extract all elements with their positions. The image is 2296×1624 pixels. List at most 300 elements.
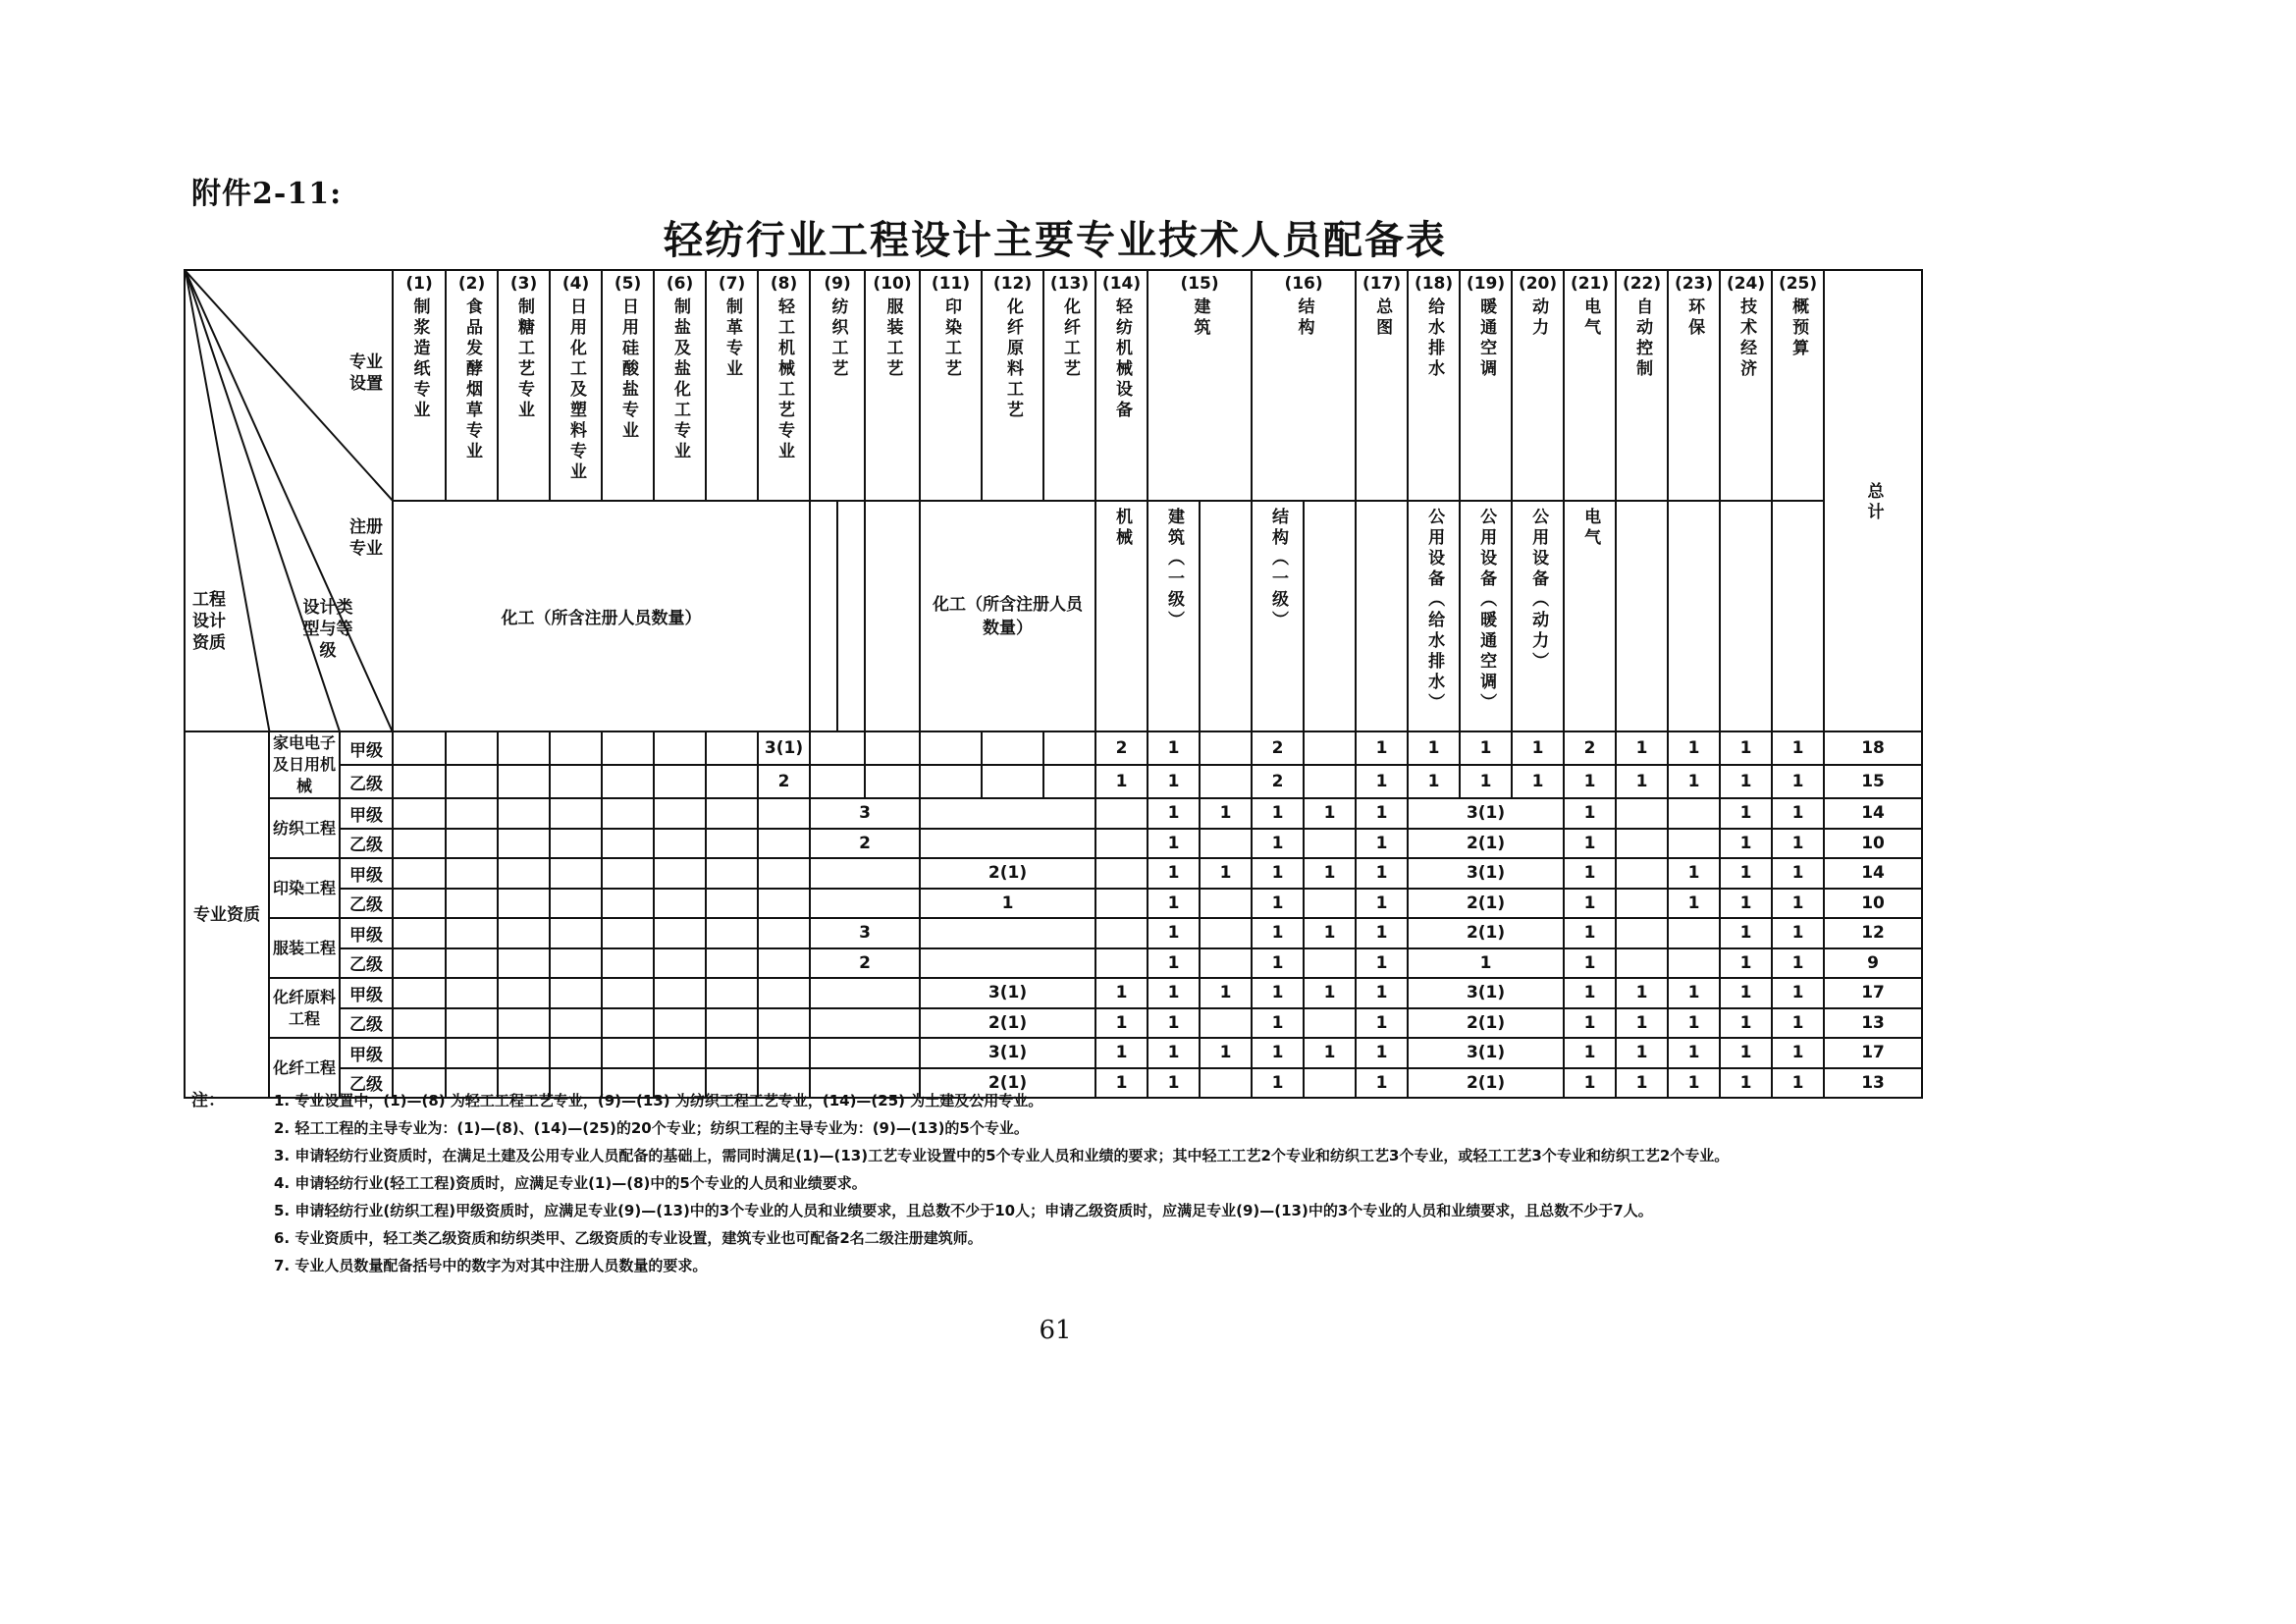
column-header-21: (21) 电气 <box>1564 270 1616 501</box>
data-cell: 1 <box>1720 948 1772 979</box>
total-cell: 10 <box>1824 829 1922 859</box>
data-cell <box>758 889 810 919</box>
data-cell <box>1200 918 1252 948</box>
data-cell: 1 <box>1720 829 1772 859</box>
registered-chemical-2: 化工（所含注册人员数量） <box>920 501 1095 731</box>
data-cell: 2 <box>758 765 810 798</box>
data-cell: 1 <box>1148 798 1200 829</box>
design-type-name: 服装工程 <box>269 918 340 978</box>
table-row <box>185 765 1922 798</box>
data-cell: 1 <box>1095 1008 1148 1039</box>
corner-major-setting: 专业设置 <box>349 352 383 394</box>
data-cell: 3 <box>810 918 920 948</box>
data-cell <box>550 918 602 948</box>
data-cell <box>654 798 706 829</box>
data-cell <box>498 731 550 765</box>
data-cell <box>550 1008 602 1039</box>
data-cell: 1 <box>1772 1038 1824 1068</box>
data-cell <box>758 948 810 979</box>
registered-empty-25 <box>1772 501 1824 731</box>
data-cell <box>550 1038 602 1068</box>
data-cell: 3(1) <box>758 731 810 765</box>
data-cell <box>1095 858 1148 889</box>
data-cell: 1 <box>1720 731 1772 765</box>
corner-registered-major: 注册专业 <box>349 517 383 559</box>
total-cell: 13 <box>1824 1008 1922 1039</box>
data-cell <box>602 731 654 765</box>
column-header-7: (7) 制革专业 <box>706 270 758 501</box>
grade-label: 乙级 <box>340 829 393 859</box>
data-cell <box>393 918 446 948</box>
data-cell <box>550 858 602 889</box>
data-cell <box>550 765 602 798</box>
grade-label: 甲级 <box>340 978 393 1008</box>
total-cell: 18 <box>1824 731 1922 765</box>
column-header-16: (16) 结构 <box>1252 270 1356 501</box>
data-cell: 1 <box>1304 978 1356 1008</box>
data-cell: 2(1) <box>1408 1068 1564 1099</box>
data-cell: 3(1) <box>920 1038 1095 1068</box>
data-cell: 1 <box>1720 765 1772 798</box>
data-cell <box>654 978 706 1008</box>
registered-empty-10 <box>865 501 920 731</box>
data-cell: 1 <box>1252 829 1304 859</box>
data-cell <box>654 948 706 979</box>
data-cell: 1 <box>1356 798 1408 829</box>
data-cell <box>446 978 498 1008</box>
data-cell <box>550 978 602 1008</box>
column-header-24: (24) 技术经济 <box>1720 270 1772 501</box>
data-cell: 1 <box>1148 948 1200 979</box>
total-cell: 14 <box>1824 858 1922 889</box>
column-header-3: (3) 制糖工艺专业 <box>498 270 550 501</box>
column-header-19: (19) 暖通空调 <box>1460 270 1512 501</box>
table-row <box>185 829 1922 859</box>
column-header-5: (5) 日用硅酸盐专业 <box>602 270 654 501</box>
data-cell <box>550 948 602 979</box>
column-header-8: (8) 轻工机械工艺专业 <box>758 270 810 501</box>
data-cell <box>654 765 706 798</box>
data-cell: 3(1) <box>1408 858 1564 889</box>
data-cell <box>446 889 498 919</box>
data-cell <box>1616 858 1668 889</box>
data-cell: 1 <box>1564 1068 1616 1099</box>
data-cell <box>706 765 758 798</box>
page-title: 轻纺行业工程设计主要专业技术人员配备表 <box>664 218 1447 263</box>
data-cell: 2(1) <box>1408 918 1564 948</box>
data-cell: 1 <box>1720 918 1772 948</box>
grade-label: 甲级 <box>340 798 393 829</box>
data-cell <box>1200 948 1252 979</box>
data-cell: 1 <box>1772 1008 1824 1039</box>
data-cell <box>810 858 920 889</box>
data-cell <box>1200 731 1252 765</box>
data-cell: 1 <box>1460 731 1512 765</box>
data-cell <box>982 731 1043 765</box>
column-header-15: (15) 建筑 <box>1148 270 1252 501</box>
data-cell: 1 <box>1512 765 1564 798</box>
data-cell: 1 <box>1200 978 1252 1008</box>
data-cell: 1 <box>1616 765 1668 798</box>
data-cell <box>654 858 706 889</box>
data-cell: 1 <box>1356 731 1408 765</box>
total-cell: 10 <box>1824 889 1922 919</box>
data-cell <box>706 1008 758 1039</box>
data-cell <box>446 948 498 979</box>
data-cell <box>1095 948 1148 979</box>
total-cell: 15 <box>1824 765 1922 798</box>
data-cell: 1 <box>1772 889 1824 919</box>
data-cell <box>758 1008 810 1039</box>
data-cell <box>1095 798 1148 829</box>
data-cell: 1 <box>1148 731 1200 765</box>
grade-label: 乙级 <box>340 889 393 919</box>
data-cell <box>654 731 706 765</box>
data-cell: 1 <box>1356 829 1408 859</box>
data-cell: 1 <box>1148 1068 1200 1099</box>
notes-label: 注： <box>191 1091 225 1110</box>
data-cell <box>758 829 810 859</box>
data-cell: 1 <box>1564 918 1616 948</box>
total-cell: 14 <box>1824 798 1922 829</box>
registered-empty-9b <box>837 501 865 731</box>
data-cell: 1 <box>1772 765 1824 798</box>
data-cell <box>498 1038 550 1068</box>
data-cell: 1 <box>1356 889 1408 919</box>
table-row <box>185 858 1922 889</box>
data-cell <box>446 1038 498 1068</box>
data-cell <box>1616 948 1668 979</box>
data-cell: 1 <box>1772 918 1824 948</box>
data-cell <box>446 731 498 765</box>
corner-design-type: 设计类型与等级 <box>302 598 353 661</box>
data-cell <box>446 918 498 948</box>
data-cell <box>810 1038 920 1068</box>
data-cell: 1 <box>1720 798 1772 829</box>
data-cell <box>810 889 920 919</box>
data-cell <box>810 1008 920 1039</box>
data-cell: 1 <box>1720 1038 1772 1068</box>
data-cell <box>602 798 654 829</box>
data-cell: 1 <box>1200 858 1252 889</box>
data-cell <box>393 1038 446 1068</box>
data-cell: 1 <box>1148 829 1200 859</box>
data-cell <box>654 1038 706 1068</box>
data-cell: 3(1) <box>1408 798 1564 829</box>
column-header-1: (1) 制浆造纸专业 <box>393 270 446 501</box>
data-cell: 2 <box>1564 731 1616 765</box>
data-cell: 2(1) <box>920 858 1095 889</box>
corner-diagonals <box>186 271 393 731</box>
data-cell: 1 <box>1356 765 1408 798</box>
data-cell: 1 <box>1408 731 1460 765</box>
data-cell: 1 <box>1564 889 1616 919</box>
design-type-name: 纺织工程 <box>269 798 340 858</box>
table-row <box>185 798 1922 829</box>
table-row <box>185 978 1922 1008</box>
data-cell <box>1616 889 1668 919</box>
data-cell: 1 <box>1356 978 1408 1008</box>
column-header-18: (18) 给水排水 <box>1408 270 1460 501</box>
data-cell: 1 <box>1252 889 1304 919</box>
data-cell <box>706 858 758 889</box>
data-cell: 1 <box>1512 731 1564 765</box>
data-cell <box>393 798 446 829</box>
data-cell: 1 <box>1095 978 1148 1008</box>
data-cell: 1 <box>1668 1038 1720 1068</box>
data-cell: 3(1) <box>1408 1038 1564 1068</box>
data-cell: 1 <box>1252 918 1304 948</box>
total-cell: 9 <box>1824 948 1922 979</box>
data-cell <box>602 765 654 798</box>
data-cell <box>550 829 602 859</box>
total-cell: 12 <box>1824 918 1922 948</box>
data-cell: 1 <box>1720 978 1772 1008</box>
data-cell <box>602 1038 654 1068</box>
data-cell <box>920 948 1095 979</box>
registered-empty-22 <box>1616 501 1668 731</box>
data-cell: 1 <box>1252 1038 1304 1068</box>
table-row <box>185 948 1922 979</box>
data-cell: 2 <box>1095 731 1148 765</box>
column-header-6: (6) 制盐及盐化工专业 <box>654 270 706 501</box>
data-cell <box>498 829 550 859</box>
data-cell <box>1200 1008 1252 1039</box>
data-cell <box>446 798 498 829</box>
column-header-23: (23) 环保 <box>1668 270 1720 501</box>
data-cell: 1 <box>1148 1038 1200 1068</box>
data-cell: 1 <box>1148 918 1200 948</box>
data-cell: 1 <box>1668 889 1720 919</box>
data-cell <box>550 889 602 919</box>
data-cell: 1 <box>1252 978 1304 1008</box>
data-cell: 1 <box>1616 1008 1668 1039</box>
grade-label: 乙级 <box>340 948 393 979</box>
data-cell: 1 <box>1408 948 1564 979</box>
table-row <box>185 918 1922 948</box>
data-cell: 1 <box>1304 918 1356 948</box>
data-cell: 1 <box>1564 765 1616 798</box>
data-cell <box>706 918 758 948</box>
registered-empty-9a <box>810 501 837 731</box>
data-cell <box>654 918 706 948</box>
data-cell <box>393 1008 446 1039</box>
data-cell: 1 <box>1200 1038 1252 1068</box>
data-cell: 1 <box>1720 889 1772 919</box>
data-cell <box>758 978 810 1008</box>
data-cell <box>1668 918 1720 948</box>
registered-empty-15b <box>1200 501 1252 731</box>
data-cell: 1 <box>1616 978 1668 1008</box>
data-cell: 1 <box>1252 948 1304 979</box>
data-cell <box>706 978 758 1008</box>
grade-label: 甲级 <box>340 858 393 889</box>
data-cell <box>706 829 758 859</box>
data-cell <box>758 858 810 889</box>
data-cell: 1 <box>1095 1068 1148 1099</box>
column-header-25: (25) 概预算 <box>1772 270 1824 501</box>
data-cell: 1 <box>1564 978 1616 1008</box>
total-cell: 13 <box>1824 1068 1922 1099</box>
data-cell <box>758 798 810 829</box>
data-cell: 1 <box>1200 798 1252 829</box>
data-cell: 2(1) <box>1408 829 1564 859</box>
data-cell <box>602 858 654 889</box>
design-type-name: 化纤原料工程 <box>269 978 340 1038</box>
data-cell: 1 <box>1772 1068 1824 1099</box>
data-cell <box>1200 889 1252 919</box>
data-cell: 1 <box>920 889 1095 919</box>
data-cell <box>706 948 758 979</box>
data-cell: 1 <box>1356 1068 1408 1099</box>
data-cell <box>550 798 602 829</box>
data-cell: 1 <box>1356 1008 1408 1039</box>
data-cell <box>498 918 550 948</box>
data-cell <box>446 765 498 798</box>
data-cell: 3(1) <box>1408 978 1564 1008</box>
data-cell <box>446 1008 498 1039</box>
data-cell: 2 <box>1252 765 1304 798</box>
data-cell <box>1616 798 1668 829</box>
header-corner <box>185 270 393 731</box>
data-cell: 1 <box>1564 1038 1616 1068</box>
data-cell: 1 <box>1304 858 1356 889</box>
registered-empty-16b <box>1304 501 1356 731</box>
data-cell <box>1304 829 1356 859</box>
data-cell <box>498 858 550 889</box>
data-cell <box>602 948 654 979</box>
grade-label: 甲级 <box>340 918 393 948</box>
data-cell: 1 <box>1668 731 1720 765</box>
data-cell: 1 <box>1772 978 1824 1008</box>
data-cell <box>602 1008 654 1039</box>
data-cell <box>810 731 865 765</box>
data-cell <box>1043 731 1095 765</box>
data-cell <box>446 829 498 859</box>
data-cell <box>1616 829 1668 859</box>
data-cell <box>1304 731 1356 765</box>
professional-qualification-label: 专业资质 <box>185 731 269 1098</box>
data-cell <box>498 948 550 979</box>
data-cell: 1 <box>1668 1008 1720 1039</box>
data-cell: 1 <box>1304 1038 1356 1068</box>
data-cell <box>1668 948 1720 979</box>
data-cell <box>920 798 1095 829</box>
data-cell <box>602 889 654 919</box>
data-cell: 1 <box>1720 1068 1772 1099</box>
data-cell <box>498 1008 550 1039</box>
data-cell: 2(1) <box>1408 889 1564 919</box>
data-cell: 1 <box>1564 798 1616 829</box>
data-cell: 1 <box>1252 798 1304 829</box>
column-header-20: (20) 动力 <box>1512 270 1564 501</box>
note-5: 5. 申请轻纺行业(纺织工程)甲级资质时，应满足专业(9)—(13)中的3个专业的人员和业绩要求，且总数不少于10人；申请乙级资质时，应满足专业(9)—(13)中的3个专业的人员和业绩要求，且总数不少于7人。 <box>274 1202 1653 1219</box>
data-cell <box>654 829 706 859</box>
note-2: 2. 轻工工程的主导专业为：(1)—(8)、(14)—(25)的20个专业；纺织工程的主导专业为：(9)—(13)的5个专业。 <box>274 1119 1029 1137</box>
column-header-13: (13) 化纤工艺 <box>1043 270 1095 501</box>
data-cell <box>393 889 446 919</box>
data-cell <box>393 978 446 1008</box>
data-cell <box>1200 765 1252 798</box>
data-cell <box>1043 765 1095 798</box>
note-6: 6. 专业资质中，轻工类乙级资质和纺织类甲、乙级资质的专业设置，建筑专业也可配备2名二级注册建筑师。 <box>274 1229 983 1247</box>
column-header-17: (17) 总图 <box>1356 270 1408 501</box>
column-header-11: (11) 印染工艺 <box>920 270 982 501</box>
data-cell <box>1304 1008 1356 1039</box>
data-cell <box>982 765 1043 798</box>
total-cell: 17 <box>1824 978 1922 1008</box>
data-cell: 1 <box>1095 1038 1148 1068</box>
data-cell <box>920 829 1095 859</box>
data-cell: 1 <box>1148 889 1200 919</box>
page-number: 61 <box>1039 1316 1072 1345</box>
table-row <box>185 1008 1922 1039</box>
column-header-12: (12) 化纤原料工艺 <box>982 270 1043 501</box>
registered-chemical-1: 化工（所含注册人员数量） <box>393 501 810 731</box>
data-cell <box>810 978 920 1008</box>
grade-label: 甲级 <box>340 1038 393 1068</box>
data-cell: 1 <box>1460 765 1512 798</box>
data-cell <box>602 918 654 948</box>
grade-label: 甲级 <box>340 731 393 765</box>
data-cell: 1 <box>1772 948 1824 979</box>
registered-hvac: 公用设备（暖通空调） <box>1460 501 1512 731</box>
data-cell: 1 <box>1095 765 1148 798</box>
data-cell: 2 <box>1252 731 1304 765</box>
corner-qualification: 工程设计资质 <box>192 590 226 653</box>
data-cell <box>393 858 446 889</box>
registered-empty-23 <box>1668 501 1720 731</box>
data-cell: 1 <box>1616 1038 1668 1068</box>
data-cell: 1 <box>1668 978 1720 1008</box>
data-cell: 1 <box>1720 1008 1772 1039</box>
data-cell: 1 <box>1564 858 1616 889</box>
registered-structure: 结构（一级） <box>1252 501 1304 731</box>
column-header-14: (14) 轻纺机械设备 <box>1095 270 1148 501</box>
data-cell <box>865 765 920 798</box>
data-cell: 1 <box>1772 798 1824 829</box>
column-header-9: (9) 纺织工艺 <box>810 270 865 501</box>
note-7: 7. 专业人员数量配备括号中的数字为对其中注册人员数量的要求。 <box>274 1257 708 1274</box>
data-cell: 2(1) <box>1408 1008 1564 1039</box>
data-cell: 1 <box>1668 765 1720 798</box>
data-cell <box>758 918 810 948</box>
data-cell <box>498 798 550 829</box>
data-cell <box>810 765 865 798</box>
registered-architecture: 建筑（一级） <box>1148 501 1200 731</box>
data-cell: 1 <box>1304 798 1356 829</box>
data-cell: 1 <box>1720 858 1772 889</box>
data-cell: 1 <box>1668 1068 1720 1099</box>
data-cell <box>654 889 706 919</box>
registered-empty-17 <box>1356 501 1408 731</box>
data-cell: 1 <box>1148 978 1200 1008</box>
registered-empty-24 <box>1720 501 1772 731</box>
data-cell: 1 <box>1148 765 1200 798</box>
design-type-name: 化纤工程 <box>269 1038 340 1098</box>
data-cell: 1 <box>1356 948 1408 979</box>
data-cell: 1 <box>1772 829 1824 859</box>
grade-label: 乙级 <box>340 1068 393 1099</box>
data-cell: 1 <box>1356 918 1408 948</box>
data-cell: 3 <box>810 798 920 829</box>
data-cell: 1 <box>1564 1008 1616 1039</box>
data-cell <box>602 829 654 859</box>
note-3: 3. 申请轻纺行业资质时，在满足土建及公用专业人员配备的基础上，需同时满足(1)—(13)工艺专业设置中的5个专业人员和业绩的要求；其中轻工工艺2个专业和纺织工艺3个专业，或轻工工艺3个专业和纺织工艺2个专业。 <box>274 1147 1730 1164</box>
data-cell: 2 <box>810 829 920 859</box>
data-cell: 1 <box>1772 731 1824 765</box>
staff-table <box>184 269 1923 1099</box>
